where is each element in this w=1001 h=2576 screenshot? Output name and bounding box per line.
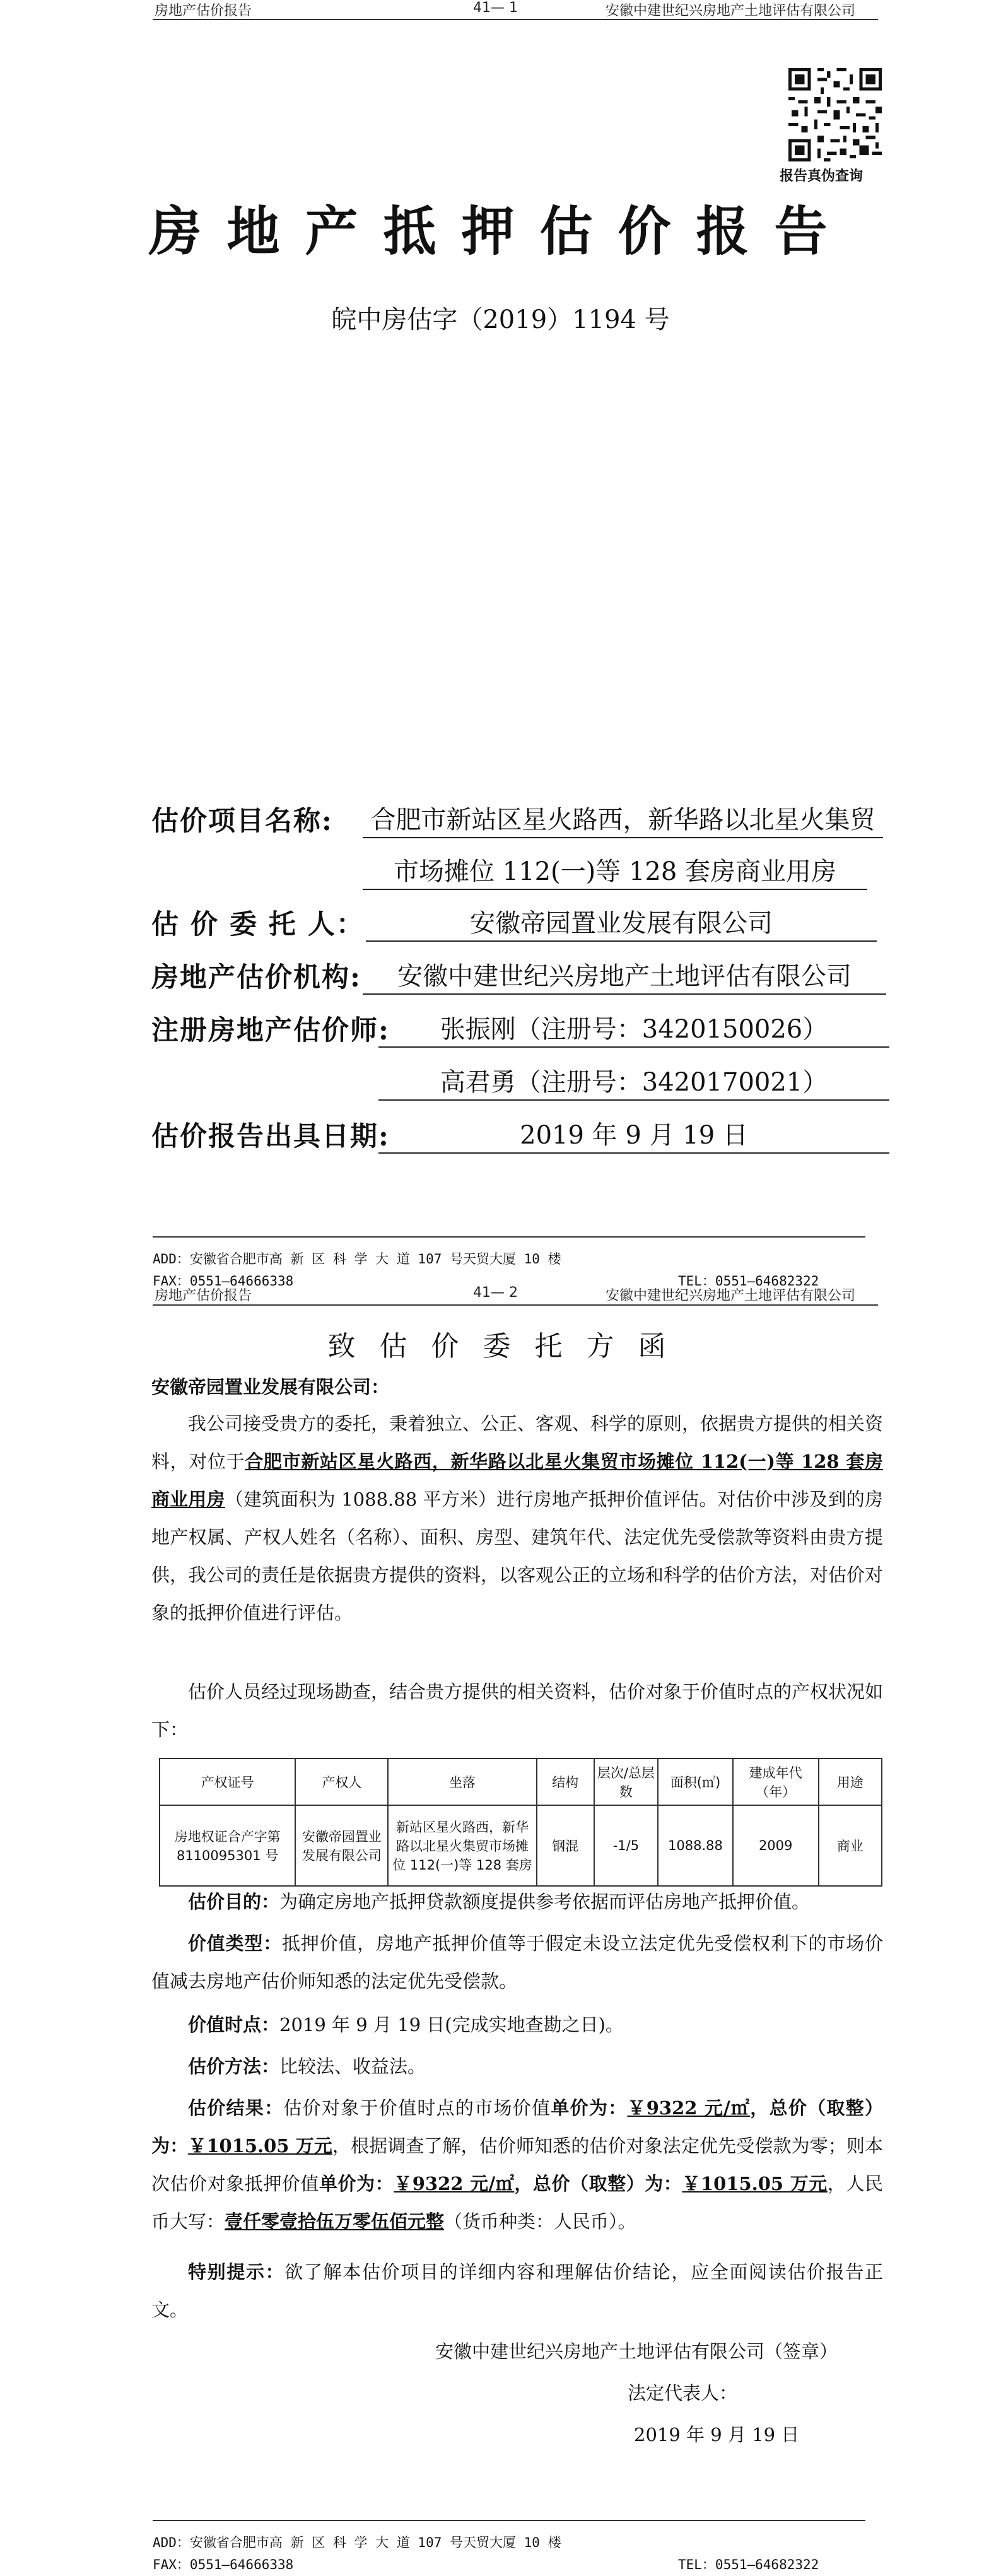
signature-company: 安徽中建世纪兴房地产土地评估有限公司（签章） [435,2341,838,2362]
client-label: 估 价 委 托 人： [151,909,365,940]
footer-address: ADD：安徽省合肥市高 新 区 科 学 大 道 107 号天贸大厦 10 楼 [153,2535,561,2550]
table-header: 结构 [537,1759,594,1805]
table-header-row [160,1759,882,1805]
table-cell: 房地权证合产字第 8110095301 号 [160,1805,295,1886]
table-header: 用途 [819,1759,882,1805]
project-value-line1: 合肥市新站区星火路西，新华路以北星火集贸 [363,800,883,838]
footer-tel: TEL：0551—64682322 [678,2557,819,2572]
footer-address: ADD：安徽省合肥市高 新 区 科 学 大 道 107 号天贸大厦 10 楼 [153,1251,561,1267]
footer-fax: FAX：0551—64666338 [153,2557,294,2572]
method-paragraph: 估价方法：比较法、收益法。 [188,2056,426,2077]
appraiser-1: 张振刚（注册号：3420150026） [378,1009,889,1048]
appraiser-2: 高君勇（注册号：3420170021） [378,1062,889,1101]
table-cell: 商业 [819,1805,882,1886]
footer-rule [153,2520,865,2521]
addressee: 安徽帝园置业发展有限公司： [151,1376,390,1398]
date-label: 估价报告出具日期: [151,1121,390,1152]
result-paragraph: 估价结果：估价对象于价值时点的市场价值单价为：￥9322 元/㎡，总价（取整）为：￥1015.05 万元，根据调查了解，估价师知悉的估价对象法定优先受偿款为零；则本次估价对象抵押价值单价为：￥9322 元/㎡，总价（取整）为：￥1015.05 万元，人民币大写：壹仟零壹拾伍万零伍佰元整（货币种类：人民币）。 [151,2097,883,2232]
header-rule [153,19,878,20]
table-header: 产权证号 [160,1759,295,1805]
header-page-number: 41— 2 [473,1285,518,1301]
table-cell: 新站区星火路西，新华路以北星火集贸市场摊位 112(一)等 128 套房 [388,1805,536,1886]
footer-fax: FAX：0551—64666338 [153,1273,294,1289]
special-tip-paragraph: 特别提示：欲了解本估价项目的详细内容和理解估价结论，应全面阅读估价报告正文。 [151,2261,883,2321]
header-right: 安徽中建世纪兴房地产土地评估有限公司 [606,1288,856,1304]
table-header: 产权人 [295,1759,388,1805]
agency-value: 安徽中建世纪兴房地产土地评估有限公司 [363,956,886,995]
table-header: 建成年代（年） [733,1759,819,1805]
paragraph-1: 我公司接受贵方的委托，秉着独立、公正、客观、科学的原则，依据贵方提供的相关资料，对位于合肥市新站区星火路西，新华路以北星火集贸市场摊位 112(一)等 128 套房商业用房（建筑面积为 1088.88 平方米）进行房地产抵押价值评估。对估价中涉及到的房地产权属、产权人姓名（名称）、面积、房型、建筑年代、法定优先受偿款等资料由贵方提供，我公司的责任是依据贵方提供的资料，以客观公正的立场和科学的估价方法，对估价对象的抵押价值进行评估。 [151,1413,884,1624]
header-right: 安徽中建世纪兴房地产土地评估有限公司 [606,3,856,19]
date-value: 2019 年 9 月 19 日 [378,1115,889,1154]
project-label: 估价项目名称: [151,805,333,837]
report-number: 皖中房估字（2019）1194 号 [331,305,670,334]
letter-title: 致 估 价 委 托 方 函 [327,1330,674,1362]
table-cell: -1/5 [594,1805,659,1886]
header-page-number: 41— 1 [473,0,518,16]
footer-rule [153,1236,865,1238]
table-header: 层次/总层数 [594,1759,659,1805]
header-left: 房地产估价报告 [155,1288,252,1304]
table-cell: 钢混 [537,1805,594,1886]
table-cell: 安徽帝园置业发展有限公司 [295,1805,388,1886]
header-rule [153,1304,878,1306]
signature-date: 2019 年 9 月 19 日 [634,2424,800,2445]
value-time-paragraph: 价值时点：2019 年 9 月 19 日(完成实地查勘之日)。 [188,2014,624,2035]
table-cell: 2009 [733,1805,819,1886]
client-value: 安徽帝园置业发展有限公司 [366,903,877,942]
report-title: 房地产抵押估价报告 [148,200,853,262]
appraiser-label: 注册房地产估价师: [151,1015,390,1046]
project-value-line2: 市场摊位 112(一)等 128 套房商业用房 [363,852,867,890]
signature-representative: 法定代表人： [628,2382,738,2404]
paragraph-2: 估价人员经过现场勘查，结合贵方提供的相关资料，估价对象于价值时点的产权状况如下： [151,1681,884,1740]
table-header: 坐落 [388,1759,536,1805]
qr-code-icon[interactable] [788,68,882,161]
qr-caption: 报告真伪查询 [780,168,863,184]
table-header: 面积(㎡) [658,1759,733,1805]
agency-label: 房地产估价机构: [151,962,361,993]
value-type-paragraph: 价值类型：抵押价值，房地产抵押价值等于假定未设立法定优先受偿权利下的市场价值减去房地产估价师知悉的法定优先受偿款。 [151,1933,883,1992]
table-cell: 1088.88 [658,1805,733,1886]
table-row [160,1805,882,1886]
purpose-paragraph: 估价目的：为确定房地产抵押贷款额度提供参考依据而评估房地产抵押价值。 [188,1891,811,1912]
header-left: 房地产估价报告 [155,3,252,19]
property-table [159,1758,882,1887]
footer-tel: TEL：0551—64682322 [678,1273,819,1289]
